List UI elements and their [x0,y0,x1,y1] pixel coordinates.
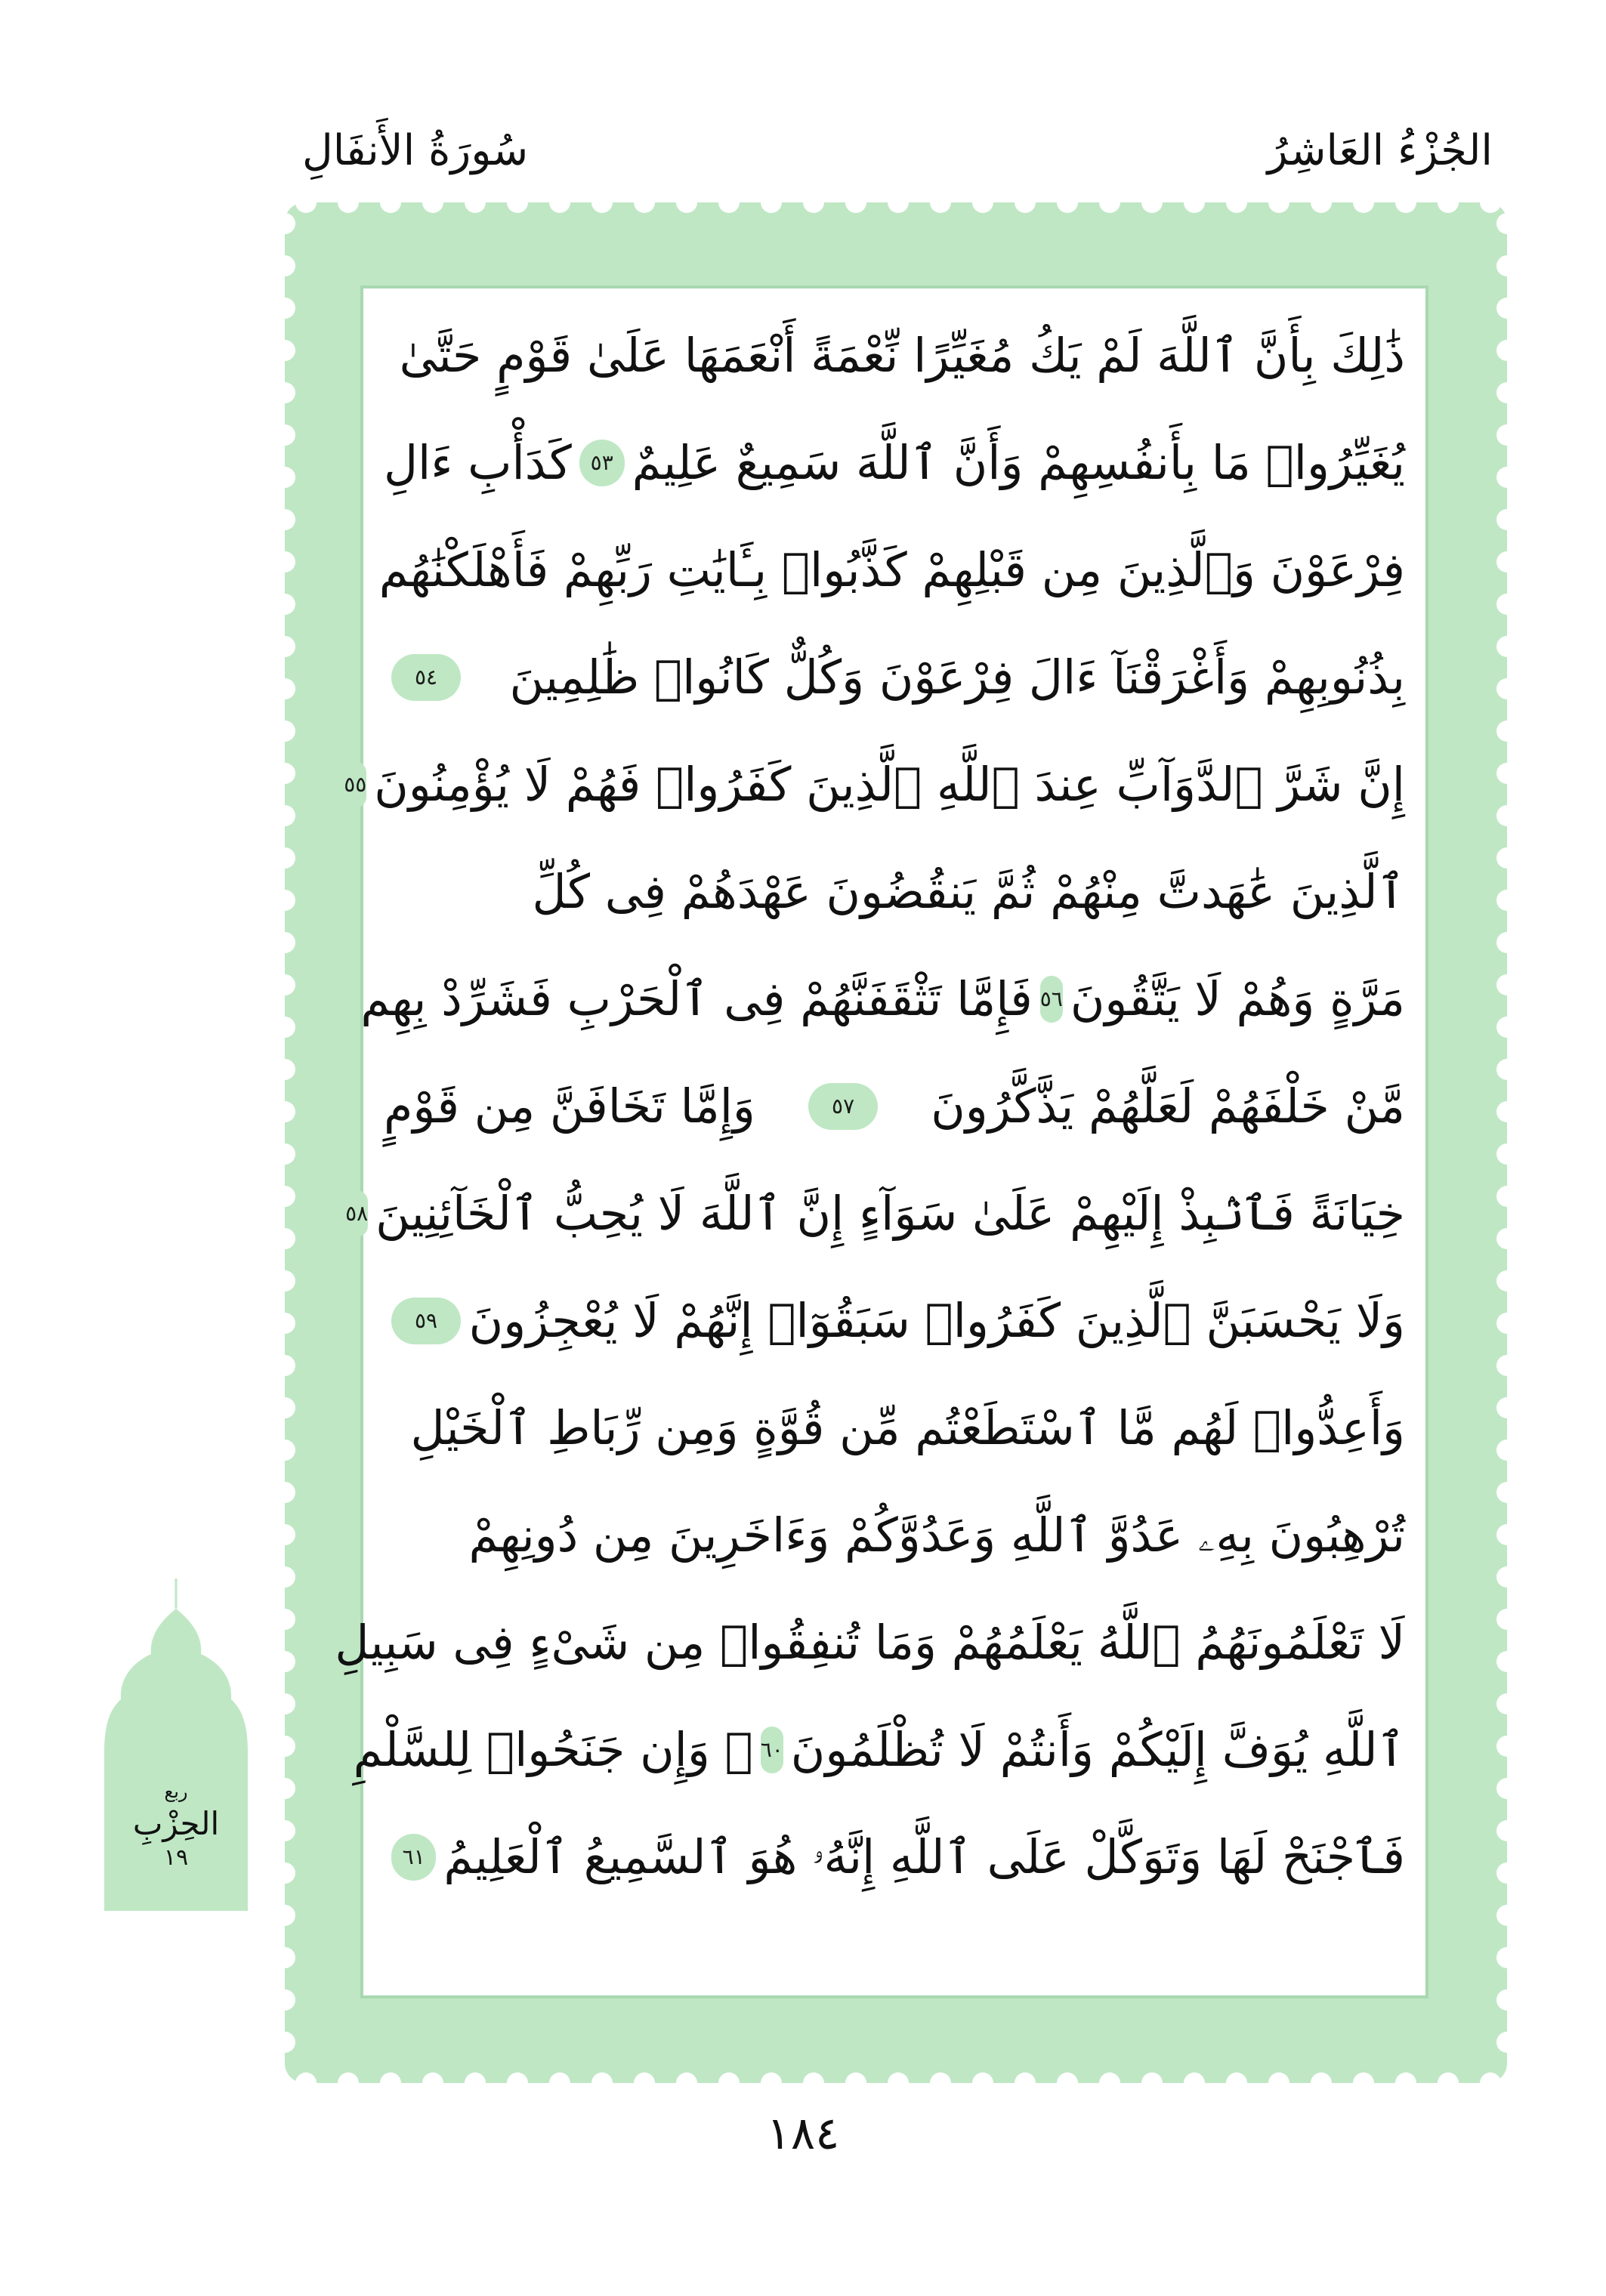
verse-line-5 [344,736,1405,834]
verse-line-2 [384,414,1405,512]
ayah-number-marker: ٥٨ [345,1190,368,1237]
ayah-number-marker: ٥٣ [579,440,625,486]
verse-text: وَأَعِدُّوا۟ لَهُم مَّا ٱسْتَطَعْتُم مِّن قُوَّةٍ وَمِن رِّبَاطِ ٱلْخَيْلِ [410,1400,1405,1455]
verse-text: فَإِمَّا تَثْقَفَنَّهُمْ فِى ٱلْحَرْبِ فَشَرِّدْ بِهِم [360,971,1033,1026]
ayah-number-marker: ٥٧ [808,1083,878,1130]
verse-line-9 [345,1165,1405,1263]
ayah-number-marker: ٥٤ [391,654,461,701]
verse-text: فِرْعَوْنَ وَٱلَّذِينَ مِن قَبْلِهِمْ كَذَّبُوا۟ بِـَٔايَٰتِ رَبِّهِمْ فَأَهْلَكْنَٰهُم [378,542,1405,597]
verse-line-7 [360,950,1405,1048]
juz-title: الجُزْءُ العَاشِرُ [1267,126,1493,175]
ayah-number-marker: ٥٩ [391,1298,461,1344]
ayah-number-marker: ٦١ [391,1834,436,1881]
page-number: ١٨٤ [766,2107,840,2160]
verse-line-3 [378,521,1405,619]
verse-line-8 [384,1057,1405,1156]
verse-text: وَلَا يَحْسَبَنَّ ٱلَّذِينَ كَفَرُوا۟ سَبَقُوٓا۟ إِنَّهُمْ لَا يُعْجِزُونَ [468,1293,1405,1348]
hizb-rub-label: ربع [164,1781,188,1802]
verse-text: مَّنْ خَلْفَهُمْ لَعَلَّهُمْ يَذَّكَّرُونَ [931,1079,1405,1134]
verse-text: كَدَأْبِ ءَالِ [384,435,572,490]
verse-text: يُغَيِّرُوا۟ مَا بِأَنفُسِهِمْ وَأَنَّ ٱللَّهَ سَمِيعٌ عَلِيمٌ [632,435,1405,490]
verse-text: فَٱجْنَحْ لَهَا وَتَوَكَّلْ عَلَى ٱللَّهِ إِنَّهُۥ هُوَ ٱلسَّمِيعُ ٱلْعَلِيمُ [443,1829,1405,1884]
hizb-number: ١٩ [163,1844,189,1871]
verse-line-11 [384,1379,1405,1477]
ayah-number-marker: ٥٦ [1040,976,1063,1023]
verse-line-4 [384,628,1405,727]
verse-text: ذَٰلِكَ بِأَنَّ ٱللَّهَ لَمْ يَكُ مُغَيِّرًا نِّعْمَةً أَنْعَمَهَا عَلَىٰ قَوْمٍ حَتَّىٰ [399,328,1405,383]
verse-text: ٱللَّهِ يُوَفَّ إِلَيْكُمْ وَأَنتُمْ لَا تُظْلَمُونَ [790,1722,1405,1777]
verse-line-1 [384,307,1405,405]
verse-line-13 [335,1594,1405,1692]
verse-text: خِيَانَةً فَٱنۢبِذْ إِلَيْهِمْ عَلَىٰ سَوَآءٍ إِنَّ ٱللَّهَ لَا يُحِبُّ ٱلْخَآئِنِينَ [375,1186,1405,1241]
verse-line-12 [384,1486,1405,1585]
ayah-number-marker: ٥٥ [344,761,366,808]
verse-text: إِنَّ شَرَّ ٱلدَّوَآبِّ عِندَ ٱللَّهِ ٱلَّذِينَ كَفَرُوا۟ فَهُمْ لَا يُؤْمِنُونَ [374,757,1405,812]
verse-line-10 [384,1272,1405,1370]
verse-text: بِذُنُوبِهِمْ وَأَغْرَقْنَآ ءَالَ فِرْعَوْنَ وَكُلٌّ كَانُوا۟ ظَٰلِمِينَ [509,650,1405,705]
verse-line-15 [384,1808,1405,1906]
verse-text: ۞ وَإِن جَنَحُوا۟ لِلسَّلْمِ [353,1722,753,1777]
verse-text: لَا تَعْلَمُونَهُمُ ٱللَّهُ يَعْلَمُهُمْ وَمَا تُنفِقُوا۟ مِن شَىْءٍ فِى سَبِيلِ [335,1615,1405,1670]
ayah-number-marker: ٦٠ [761,1727,783,1773]
verse-line-14 [353,1701,1405,1799]
verse-text: تُرْهِبُونَ بِهِۦ عَدُوَّ ٱللَّهِ وَعَدُوَّكُمْ وَءَاخَرِينَ مِن دُونِهِمْ [468,1508,1405,1563]
surah-title: سُورَةُ الأَنفَالِ [302,126,529,175]
verse-text: مَرَّةٍ وَهُمْ لَا يَتَّقُونَ [1070,971,1405,1026]
verse-line-6 [384,843,1405,941]
verse-text: ٱلَّذِينَ عَٰهَدتَّ مِنْهُمْ ثُمَّ يَنقُضُونَ عَهْدَهُمْ فِى كُلِّ [532,864,1405,919]
verse-text: وَإِمَّا تَخَافَنَّ مِن قَوْمٍ [384,1079,755,1134]
hizb-label: الحِزْبِ [132,1805,220,1842]
hizb-label-block [104,1779,248,1872]
